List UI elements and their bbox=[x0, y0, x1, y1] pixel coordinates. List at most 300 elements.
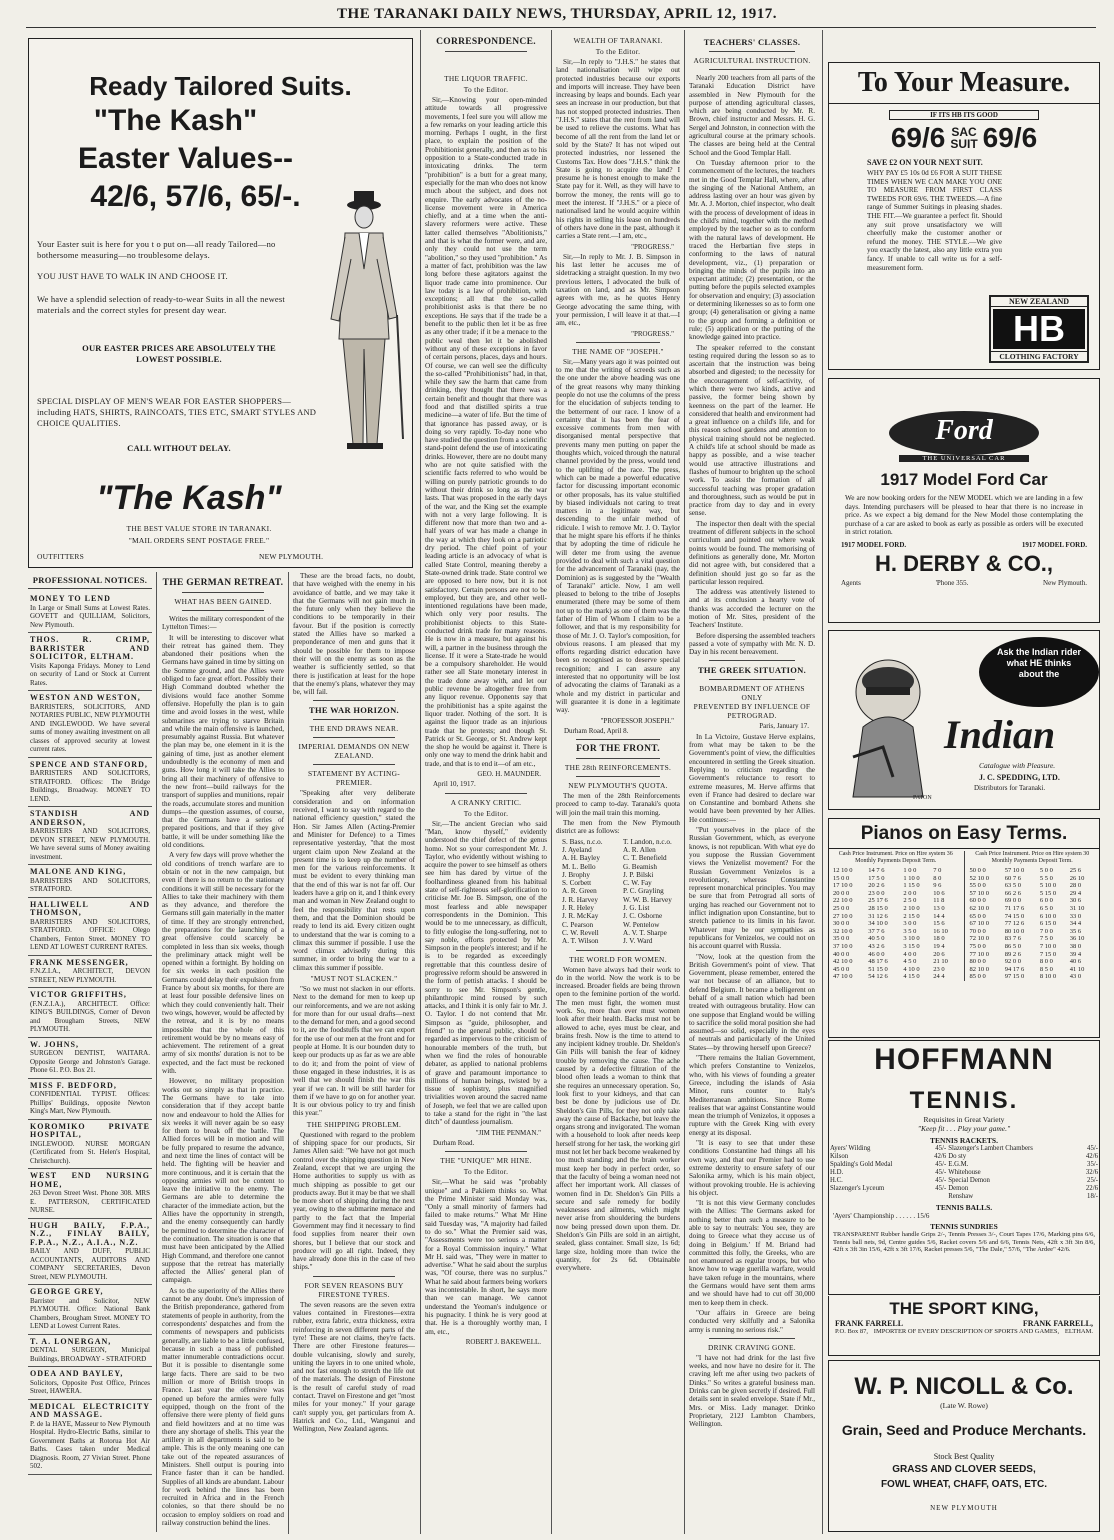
piano-row bbox=[832, 943, 960, 951]
rackets-heading: TENNIS RACKETS. bbox=[930, 1136, 998, 1145]
wealth-sig-2: "PROGRESS." bbox=[631, 329, 674, 338]
notice-name: KOROMIKO PRIVATE HOSPITAL, bbox=[30, 1121, 150, 1139]
greek-p5: "It is not this view Germany concludes with the Allies: 'The Germans asked for nothing better than such a measure to be able to say to neutrals: You see, they are doing to Greece what they accuse us of doing in Belgium.' If M. Briand had committed this folly, the Greeks, who are not enamoured as regular troops, but who know how to wage guerilla warfare, would have taken refuge in the mountains, where the Germans would have sent them arms and we should have had to cut off 30,000 men to keep them in check. bbox=[689, 1199, 815, 1307]
piano-cell: 43 0 bbox=[1069, 973, 1082, 981]
notice-name: HUGH BAILY, F.P.A., N.Z., FINLAY BAILY, F.P.A., N.Z., A.I.A., N.Z. bbox=[30, 1220, 150, 1247]
reinforcement-name: C. T. Benefield bbox=[623, 854, 667, 863]
racket-cell bbox=[926, 1193, 947, 1201]
joseph-letter: Sir,—Many years ago it was pointed out to me that the writing of screeds such as the one under the above heading was one of the great reasons why many thinking people do not use the columns of the press for the elucidation of subjects tending to the betterment of our race. I know of a certainty that it has been the fear of excessive comments from men with disorganised mental perspective that prevents many men putting on paper the thoughts which, voiced through the natural channel provided by the press, would tend to the uplifting of the race. The press, which can be made a powerful educative factor for discussing important economic or other proposals, has its value stultified by biased individuals not caring to treat matters in a legitimate way, but descending to the unfair method of ridicule. I wish to remove Mr. J. O. Taylor that he might spare his efforts if he thinks that by adopting the time of ridicule he will deter me from using the avenue provided to deal with such a vital question for the advancement of Taranaki (nay, the Dominion) as is suggested by the "Wealth of Taranaki" article. Now, I am well pleased to belong to the tribe of Josephs enumerated (there may be some of them not up to the mark) as one of them was the father of Him of Whom I claim to be a follower, and that is my responsibility for those of Mr. J. O. Taylor's composition, for obvious reasons. I am pleased that my efforts regarding district education have been so recognised as to deserve special recognition; and I can assure any interested that no opportunity will be lost of advocating the claims of Taranaki as a whole and my district in particular and will guarantee it is done in a legitimate way. bbox=[556, 357, 680, 715]
piano-cell: 4 10 0 bbox=[903, 965, 920, 973]
piano-cell: 37 10 0 bbox=[833, 942, 853, 950]
war-horizon-heading: THE WAR HORIZON. bbox=[309, 705, 399, 716]
critic-to: To the Editor. bbox=[463, 808, 509, 818]
unique-letter: Sir,—What he said was "probably unique" and a Pakiiem thinks so. What the Prime Minister said Monday was, "Only a small minority of farmers had failed to make returns." What Mr Hine said Tuesday was, "A majority had failed to do so." What the Premier said was, "Assessments were too serious a matter for a Royal Commission inquiry." What Mr H. said was, "They were in matter to advertise." What he said about the surplus was, "Of course, there was no surplus." What he said about farmers being workers was incontestable. In short, he says more than we can manage. We cannot understand the Yeoman's indulgence or his pugnacity. I think he is very good at that. He is a thoroughly worthy man, I am, etc., bbox=[425, 1178, 547, 1336]
hoffmann-brand: HOFFMANN bbox=[874, 1043, 1054, 1076]
reinforcement-name: T. Landon, n.c.o. bbox=[623, 837, 672, 846]
ford-logo: Ford bbox=[889, 411, 1039, 455]
reinforcement-name: P. C. Grayling bbox=[623, 887, 664, 896]
piano-row bbox=[832, 905, 960, 913]
sport-importer: IMPORTER OF EVERY DESCRIPTION OF SPORTS AND GAMES, bbox=[873, 1328, 1060, 1335]
piano-row bbox=[832, 867, 960, 875]
piano-cell: 89 2 6 bbox=[1004, 950, 1021, 958]
reinforcement-name: G. Beamish bbox=[623, 862, 657, 871]
piano-cell: 41 10 bbox=[1069, 965, 1085, 973]
professional-notice bbox=[28, 1335, 152, 1368]
piano-cell: 2 5 0 bbox=[903, 897, 917, 905]
piano-cell: 36 10 bbox=[1069, 935, 1085, 943]
kash-prices-note: OUR EASTER PRICES ARE ABSOLUTELY THE LOWEST POSSIBLE. bbox=[82, 343, 276, 364]
piano-cell: 40 0 0 bbox=[833, 950, 850, 958]
racket-cell: Slazenger's Lambert Chambers bbox=[948, 1145, 1033, 1152]
notice-body: Solicitors, Opposite Post Office, Princes Street, HAWERA. bbox=[30, 1378, 150, 1395]
piano-cell: 75 0 0 bbox=[969, 942, 986, 950]
reinforcement-name: J. P. Bilski bbox=[623, 870, 654, 879]
piano-advertisement bbox=[828, 818, 1100, 1038]
greek-sub1: BOMBARDMENT OF ATHENS ONLY bbox=[699, 684, 805, 703]
professional-notice bbox=[28, 988, 152, 1038]
teachers-column bbox=[689, 34, 815, 1534]
piano-cell: 14 7 6 bbox=[868, 867, 885, 874]
notice-body: BARRISTERS AND SOLICITORS, STRATFORD. bbox=[30, 876, 150, 893]
racket-row bbox=[829, 1185, 1099, 1193]
piano-cell: 38 0 bbox=[1069, 942, 1082, 950]
racket-cell: Renshaw bbox=[948, 1193, 974, 1200]
indian-bubble: Ask the Indian rider what HE thinks about the bbox=[979, 637, 1099, 707]
piano-cell: 34 4 bbox=[1069, 920, 1082, 928]
sundries-heading: TENNIS SUNDRIES bbox=[930, 1222, 998, 1231]
racket-row bbox=[829, 1153, 1099, 1161]
kash-special: SPECIAL DISPLAY OF MEN'S WEAR FOR EASTER SHOPPERS—including HATS, SHIRTS, RAINCOATS, TIES ETC, SMART STYLES AND CHOICE QUALITIES. bbox=[37, 396, 317, 428]
wealth-heading: WEALTH OF TARANAKI. bbox=[573, 36, 663, 45]
piano-cell: 8 0 0 bbox=[1039, 958, 1053, 966]
piano-cell: 23 0 0 bbox=[868, 889, 885, 897]
piano-row bbox=[832, 951, 960, 959]
piano-cell: 40 6 bbox=[1069, 958, 1082, 966]
notice-name: GEORGE GREY, bbox=[30, 1287, 104, 1296]
reinforcement-name: J. Ayeland bbox=[562, 845, 592, 854]
professional-notice bbox=[28, 592, 152, 633]
piano-cell: 6 10 0 bbox=[1039, 912, 1057, 920]
ford-town: New Plymouth. bbox=[1043, 578, 1087, 587]
piano-cell: 5 5 0 bbox=[1039, 874, 1053, 882]
professional-notice bbox=[28, 758, 152, 808]
piano-cell: 7 10 0 bbox=[1039, 942, 1057, 950]
professional-notice bbox=[28, 1367, 152, 1400]
piano-cell: 74 15 0 bbox=[1004, 912, 1025, 920]
notice-name: FRANK MESSENGER, bbox=[30, 957, 129, 967]
rackets-table bbox=[829, 1145, 1099, 1201]
professional-notice bbox=[28, 865, 152, 898]
war-horizon-column bbox=[293, 572, 415, 1534]
racket-cell: E.G.M. bbox=[948, 1161, 969, 1168]
joseph-heading: THE NAME OF "JOSEPH." bbox=[572, 346, 664, 356]
indian-district: Distributors for Taranaki. bbox=[974, 784, 1046, 792]
unique-signature: ROBERT J. BAKEWELL. bbox=[465, 1337, 541, 1346]
ford-agents: Agents bbox=[841, 578, 861, 587]
teachers-p1: Nearly 200 teachers from all parts of the Taranaki Education District have assembled in New Plymouth for the purpose of attending agricultural classes, which are being conducted by Mr. R. Brown, chief instructor and Messrs. H. G. Sergel and Johnston, in connection with the agricultural course at the primary schools. The classes are being held at the Central School and the Good Templar Hall. bbox=[689, 74, 815, 157]
piano-cell: 15 6 bbox=[933, 920, 945, 928]
professional-notices-column bbox=[28, 572, 152, 1532]
piano-row bbox=[969, 913, 1097, 921]
correspondence-column bbox=[425, 34, 547, 1534]
front-intro2: The men from the New Plymouth district are as follows: bbox=[556, 819, 680, 836]
piano-cell: 5 10 0 bbox=[1039, 882, 1057, 890]
tyres-text: The seven reasons are the seven extra values contained in Firestones—extra rubber, extra fabric, extra thickness, extra reinforcing in seven different parts of the tyre! These are not claims, they're facts. There are other Firestone features—double vulcanising, slowly and surely, uniting the layers in to one united whole, and not fast enough to stretch the life out of the materials. The design of Firestone is the result of careful study of road contact. Travel on Firestone and get "most miles for your money." If your garage can't supply you, get particulars from A. Hatrick and Co., Ltd., Wanganui and Wellington, New Zealand agents. bbox=[293, 1300, 415, 1434]
teachers-p3: The speaker referred to the constant testing required during the lesson so as to ascertain that the instruction was being absorbed and digested; to the necessity for the encouragement of self-activity, of which there were two kinds, active and passive, the former being shown by keenness on the part of the learner. He considered that health and environment had a great influence on a child's life, and for this reason school gardens and attention to physical training should not be neglected. A child's life at school should be made as happy as possible, and a wise teacher would use attractive illustrations and flashes of humour to brighten up the school work. To assist the formation of all successful teaching was proper gradation and thoroughness, such as would be put in practice from day to day and in every sense. bbox=[689, 343, 815, 518]
drink-heading: DRINK CRAVING GONE. bbox=[708, 1342, 796, 1352]
piano-cell: 4 5 0 bbox=[903, 958, 917, 966]
racket-cell: 45/- bbox=[1087, 1145, 1098, 1152]
kash-range: We have a splendid selection of ready-to-wear Suits in all the newest materials and the correct styles for present day wear. bbox=[37, 294, 285, 315]
nicoll-advertisement bbox=[828, 1360, 1100, 1532]
piano-cell: 17 10 0 bbox=[833, 882, 853, 890]
nicoll-stock2: GRASS AND CLOVER SEEDS, bbox=[892, 1464, 1036, 1475]
ford-phone: 'Phone 355. bbox=[935, 578, 969, 587]
greek-date: Paris, January 17. bbox=[759, 722, 809, 731]
reinforcement-name: M. L. Bello bbox=[562, 862, 596, 871]
notice-body: SURGEON DENTIST, WAITARA. Opposite George and Johnston's Garage. Phone 61. P.O. Box 21. bbox=[30, 1049, 150, 1074]
column-divider bbox=[822, 30, 823, 1534]
piano-cell: 28 0 bbox=[1069, 882, 1082, 890]
world-text: Women have always had their work to do in the world. Now the work is to be increased. Broader fields are being thrown open to the feminine portion of the world. The men must fight, the women must work. So, more than ever must women look after their health. Backs must not be allowed to ache, eyes must be clear, and brains fresh. Now is the time to attend to any incipient kidney trouble. Dr. Sheldon's Gin Pills will banish the fear of kidney trouble by removing the cause. The ache caused by a defective filtration of the blood often leads a woman to think that she requires an unnecessary operation. So, look first to your kidneys, and that can best be done by judicious use of Dr. Sheldon's Gin Pills, for they not only take away the cause of Backache, but leave the organs strong and invigorated. The woman with a household to look after needs keep herself strong for her task, the working girl must not let her back become weakened by too much standing; and the brain worker must keep her body in perfect order, so that the faculty of being a woman need not affect her important work. All classes of women find in Dr. Sheldon's Gin Pills a secure and safe remedy for bodily weaknesses and ailments, which might never arise from shouldering the burdens now being pressed down upon them. Dr. Sheldon's Gin Pills are sold in an airtight, sealed, glass container. Small size, 1s 6d; large size, holding more than twice the quantity, for 2s 6d. Obtainable everywhere. bbox=[556, 965, 680, 1273]
nicoll-name: W. P. NICOLL & Co. bbox=[854, 1373, 1074, 1400]
measure-suit: SUIT bbox=[950, 137, 978, 151]
ford-dealer: H. DERBY & CO., bbox=[874, 550, 1054, 576]
piano-cell: 42 10 0 bbox=[833, 958, 853, 966]
professional-notice bbox=[28, 1219, 152, 1286]
piano-cell: 35 6 bbox=[1069, 927, 1082, 935]
piano-cell: 71 17 6 bbox=[1004, 904, 1025, 912]
war-horizon-sub2: IMPERIAL DEMANDS ON NEW ZEALAND. bbox=[298, 742, 410, 761]
piano-cell: 66 2 6 bbox=[1004, 889, 1021, 897]
professional-heading: PROFESSIONAL NOTICES. bbox=[28, 575, 152, 589]
racket-cell: 18/- bbox=[1087, 1193, 1098, 1200]
notice-body: BARRISTERS AND SOLICITORS, STRATFORD. Offices: The Bridge Buildings, Broadway. MONEY TO LEND. bbox=[30, 769, 150, 803]
kash-prices: 42/6, 57/6, 65/-. bbox=[90, 180, 301, 213]
greek-p6: "Our affairs in Greece are being conducted very skilfully and a Salonika army is running no serious risk." bbox=[689, 1308, 815, 1334]
drink-text: "I have not had drink for the last five weeks, and now have no desire for it. The craving left me after using two packets of Dinks." So writes a grateful business man. Drinks can be given secretly if desired. Full details sent in sealed envelope. State if Mr., Mrs. or Miss. Lady manager. Drinko Proprietary, 212J Lambton Chambers, Wellington. bbox=[689, 1353, 815, 1429]
piano-cell: 19 4 bbox=[933, 942, 945, 950]
notice-name: HALLIWELL AND THOMSON, bbox=[30, 899, 150, 917]
racket-cell: 45/- bbox=[935, 1169, 947, 1176]
piano-row bbox=[969, 935, 1097, 943]
kash-town: NEW PLYMOUTH. bbox=[259, 552, 324, 561]
notice-body: CONFIDENTIAL TYPIST. Offices: Phillips' Buildings, opposite Newton King's Mart, New Plymouth. bbox=[30, 1090, 150, 1115]
piano-cell: 48 17 6 bbox=[868, 958, 888, 966]
liquor-date: April 10, 1917. bbox=[433, 780, 476, 789]
column-divider bbox=[684, 30, 685, 1534]
piano-cell: 7 0 0 bbox=[1039, 927, 1053, 935]
indian-catalogue: Catalogue with Pleasure. bbox=[979, 761, 1056, 770]
racket-cell: 32/6 bbox=[1085, 1169, 1098, 1176]
piano-row bbox=[832, 882, 960, 890]
penman-place: Durham Road. bbox=[433, 1138, 475, 1147]
nicoll-stock3: FOWL WHEAT, CHAFF, OATS, ETC. bbox=[880, 1479, 1048, 1490]
balls-text: 'Ayers' Championship . . . . . . 15/6 bbox=[833, 1212, 930, 1220]
professional-list bbox=[28, 592, 152, 1475]
piano-cell: 55 0 0 bbox=[969, 882, 986, 890]
piano-cell: 94 17 6 bbox=[1004, 965, 1025, 973]
notice-name: MONEY TO LEND bbox=[30, 594, 111, 603]
piano-row bbox=[969, 928, 1097, 936]
piano-cell: 29 4 bbox=[1069, 889, 1082, 897]
piano-cell: 24 4 bbox=[933, 973, 945, 981]
ford-advertisement bbox=[828, 378, 1100, 623]
sport-king-name: THE SPORT KING, bbox=[889, 1299, 1039, 1318]
notice-body: 263 Devon Street West. Phone 308. MRS E. PATTERSON, CERTIFICATED NURSE. bbox=[30, 1189, 150, 1214]
measure-price-left: 69/6 bbox=[890, 122, 946, 153]
sport-town: ELTHAM. bbox=[1064, 1328, 1093, 1335]
sport-box: P.O. Box 87, bbox=[835, 1328, 869, 1335]
tennis-slogan: "Keep fit . . . Play your game." bbox=[917, 1124, 1011, 1133]
sundries-text: TRANSPARENT Rubber handle Grips 2/-, Tennis Presses 3/-, Court Tapes 17/6, Marking pins 6/6, Tennis ball nets, 9d, Centre guides 5/6, Racket covers 5/6 and 6/6, Tennis Nets, 42ft x 3ft 3in 8/6, 42ft x 3ft 3in 15/6, 42ft x 3ft 17/6, Racket presses 5/6, "The Dale," 57/6, "The Ardee" 42/6. bbox=[833, 1231, 1095, 1254]
racket-cell: 42/6 bbox=[934, 1153, 947, 1160]
piano-cell: 77 12 6 bbox=[1004, 920, 1025, 928]
wealth-sig-1: "PROGRESS." bbox=[631, 242, 674, 251]
racket-cell: 45/- bbox=[935, 1185, 947, 1192]
piano-cell: 57 10 0 bbox=[969, 889, 989, 897]
piano-cell: 5 0 0 bbox=[1039, 867, 1053, 874]
racket-row bbox=[829, 1193, 1099, 1201]
professional-notice bbox=[28, 691, 152, 758]
wealth-column bbox=[556, 34, 680, 1534]
piano-cell: 9 6 bbox=[933, 882, 942, 890]
piano-cell: 2 15 0 bbox=[903, 912, 920, 920]
piano-cell: 4 15 0 bbox=[903, 973, 920, 981]
racket-cell: 35/- bbox=[1087, 1161, 1098, 1168]
indian-dealer: J. C. SPEDDING, LTD. bbox=[979, 773, 1060, 782]
piano-cell: 8 10 0 bbox=[1039, 973, 1057, 981]
piano-row bbox=[832, 920, 960, 928]
piano-cell: 47 10 0 bbox=[833, 973, 853, 981]
notice-name: WEST END NURSING HOME, bbox=[30, 1171, 150, 1189]
critic-letter: Sir,—The ancient Grecian who said "Man, know thyself," evidently understood the chief defect of the genus homo. Not so your correspondent Mr. J. Taylor, who evidently without wishing to acquire the power to see himself as others see him has dared by virtue of the foolhardiness gleaned from his habitual state of self-righteous self-glorification to criticise Mr. Joe B. Simpson, one of the most fearless and able newspaper correspondents in the Dominion. This would be to me unnecessary, as difficult, to fitly eulogise the long-suffering, not to say noble, efforts protected by Mr. Simpson in the people's interest; and if he is to be regarded as exceedingly regrettable that this countless desire of progressive reform should be answered in the form of pettish attacks. I should be sorry to see Mr. Simpson's gentle, philanthropic mind roused by such attacks, and I think it is only fair to Mr. J. O. Taylor. I do not contend that Mr. Simpson as "guide, philosopher, and friend" to the general public, should be regarded as impervious to the criticism of honourable members of the truth, but when we find the roles of honourable debater, as applied to national problems of grave and paramount importance to millions of human beings, twisted by a tissue of sophistry, plus magnified trivialities woven around the sacred name of Joseph, we feel that we are called upon to take a stand for the right in "the last ditch" of dauntless journalism. bbox=[425, 819, 547, 1127]
piano-cell: 20 2 6 bbox=[868, 882, 885, 890]
reinforcement-name: W. W. B. Harvey bbox=[623, 895, 672, 904]
indian-logo: Indian bbox=[944, 712, 1056, 757]
piano-cell: 21 10 bbox=[933, 958, 948, 966]
piano-cell: 33 0 bbox=[1069, 912, 1082, 920]
liquor-to: To the Editor. bbox=[463, 85, 509, 94]
reinforcement-name: J. R. Harvey bbox=[562, 895, 598, 904]
notice-name: SPENCE AND STANFORD, bbox=[30, 759, 148, 769]
piano-cell: 97 15 0 bbox=[1004, 973, 1025, 981]
professional-notice bbox=[28, 1285, 152, 1335]
piano-cell: 7 0 bbox=[933, 867, 942, 874]
teachers-p4: The inspector then dealt with the special treatment of different subjects in the school curriculum and pointed out where weak points would be found. The memorising of definitions as generally done, Mr. Morton did not agree with, but considered that a definition should just go so far as the particular lesson required. bbox=[689, 519, 815, 586]
piano-cell: 6 15 0 bbox=[1039, 920, 1057, 928]
piano-cell: 15 0 0 bbox=[833, 874, 850, 882]
notice-name: THOS. R. CRIMP, BARRISTER AND SOLICITOR, ELTHAM. bbox=[30, 635, 150, 661]
piano-row bbox=[969, 958, 1097, 966]
tennis-advertisement bbox=[828, 1040, 1100, 1295]
piano-cell: 20 6 bbox=[933, 950, 945, 958]
notice-name: MEDICAL ELECTRICITY AND MASSAGE. bbox=[30, 1401, 150, 1419]
racket-cell bbox=[829, 1193, 926, 1201]
reinforcement-name: A. R. Green bbox=[562, 887, 597, 896]
measure-price-right: 69/6 bbox=[982, 122, 1038, 153]
german-retreat-sub: WHAT HAS BEEN GAINED. bbox=[174, 597, 272, 606]
reinforcement-name: A. V. T. Sharpe bbox=[623, 928, 667, 937]
ford-body: We are now booking orders for the NEW MODEL which we are landing in a few days. Intending purchasers will be pleased to hear that there is no increase in price. As we expect a big demand for the New Model those contemplating the purchase of a car are asked to book as early as possible as orders will be executed in strict rotation. bbox=[845, 494, 1083, 537]
piano-table-right bbox=[969, 867, 1097, 981]
critic-heading: A CRANKY CRITIC. bbox=[450, 797, 522, 807]
war-horizon-para-0: "Speaking after very deliberate consideration and on information received, I want to say with regard to the national efficiency question," stated the Hon. Sir James Allen (Acting-Premier and Minister for Defence) to a Times representative yesterday, "that the most urgent claim upon New Zealand at the present time is to keep up the number of men for the various reinforcements. It must be evident to every thinking man that the end of this war is not far off. Our leaders have a grip on it, and I think every man and woman in New Zealand ought to feel the responsibility that rests upon them, and that the Dominion should be ready to lend its aid. Every citizen ought to understand that the war is coming to a climax this summer if possible. I use the word climax advisedly during this summer, in order to bring the war to a climax this summer if possible. bbox=[293, 789, 415, 972]
piano-cell: 63 5 0 bbox=[1004, 882, 1021, 890]
notice-body: BARRISTERS, SOLICITORS, AND NOTARIES PUBLIC, NEW PLYMOUTH AND INGLEWOOD. We have several sums of money awaiting investment on all classes of approved security at lowest current rates. bbox=[30, 702, 150, 753]
ford-tagline: THE UNIVERSAL CAR bbox=[899, 455, 1029, 462]
piano-cell: 18 0 bbox=[933, 935, 945, 943]
kash-store: THE BEST VALUE STORE IN TARANAKI. bbox=[126, 524, 272, 533]
shipping-text: Questioned with regard to the problem of shipping space for our products, Sir James Allen said: "We have not got much control over the shipping question in New Zealand, except that we are urging the Home authorities to supply us with as much shipping as possible to get our products away. But it may be that we shall be more short of shipping during the next year, owing to the submarine menace and partly to the fact that the Imperial Government may find it necessary to find food supplies from nearer their own shores, but I believe that our stock and produce will go all right. Indeed, they have already done this in the case of two ships." bbox=[293, 1130, 415, 1272]
front-sub1: THE 28th REINFORCEMENTS. bbox=[564, 763, 672, 773]
measure-save: SAVE £2 ON YOUR NEXT SUIT. bbox=[867, 158, 983, 167]
reinforcement-name: C. W. Revell bbox=[562, 928, 599, 937]
ford-model-right: 1917 MODEL FORD. bbox=[1021, 540, 1087, 549]
piano-table-left bbox=[832, 867, 960, 981]
farrell-left: FRANK FARRELL bbox=[835, 1319, 904, 1328]
piano-headline: Pianos on Easy Terms. bbox=[829, 823, 1099, 849]
war-horizon-sub3: STATEMENT BY ACTING-PREMIER. bbox=[307, 769, 401, 788]
nicoll-tagline: Grain, Seed and Produce Merchants. bbox=[841, 1422, 1087, 1438]
reinforcement-name: J. V. Ward bbox=[623, 937, 653, 946]
piano-cell: 1 15 0 bbox=[903, 882, 920, 890]
teachers-sub: AGRICULTURAL INSTRUCTION. bbox=[693, 56, 811, 65]
greek-p0: In La Victoire, Gustave Herve explains, from what may be taken to be the Government's point of view, the difficulties encountered in settling the Greek situation. Replying to criticism regarding the Government's reluctance to resort to extreme measures, M. Herve affirms that even if France had desired to declare war on Constantine and bombard Athens she would have been prevented by her Allies. He continues:— bbox=[689, 732, 815, 824]
racket-row bbox=[829, 1161, 1099, 1169]
hb-factory: CLOTHING FACTORY bbox=[991, 351, 1087, 361]
penman-signature: "JIM THE PENMAN." bbox=[475, 1128, 541, 1137]
professional-notice bbox=[28, 1169, 152, 1219]
notice-name: VICTOR GRIFFITHS, bbox=[30, 990, 127, 999]
piano-cell: 25 0 0 bbox=[833, 904, 850, 912]
notice-body: In Large or Small Sums at Lowest Rates. GOVETT and QUILLIAM, Solicitors, New Plymouth. bbox=[30, 603, 150, 629]
piano-cell: 60 0 0 bbox=[969, 897, 986, 905]
measure-advertisement bbox=[828, 62, 1100, 370]
kash-brand: "The Kash" bbox=[93, 104, 258, 137]
piano-cell: 2 10 0 bbox=[903, 904, 920, 912]
notice-body: DENTAL SURGEON, Municipal Buildings, BROADWAY - STRATFORD bbox=[30, 1346, 150, 1363]
piano-row bbox=[832, 875, 960, 883]
racket-cell: 45/- bbox=[935, 1161, 947, 1168]
piano-row bbox=[832, 913, 960, 921]
piano-row bbox=[832, 973, 960, 981]
piano-cell: 3 0 0 bbox=[903, 920, 917, 928]
piano-cell: 65 0 0 bbox=[969, 912, 986, 920]
piano-cell: 27 10 0 bbox=[833, 912, 853, 920]
piano-row bbox=[832, 897, 960, 905]
greek-sub3: PETROGRAD. bbox=[727, 711, 777, 721]
ford-model-left: 1917 MODEL FORD. bbox=[841, 540, 907, 549]
piano-cell: 80 0 0 bbox=[969, 958, 986, 966]
piano-cell: 92 0 0 bbox=[1004, 958, 1021, 966]
notice-body: P. de la HAYE, Masseur to New Plymouth Hospital. Hydro-Electric Baths, similar to Government Baths at Rotorua Hot Air Baths. Cases taken under Medical Diagnosis. Room, 27 Vivian Street. Phone 502. bbox=[30, 1419, 150, 1470]
piano-cell: 60 7 6 bbox=[1004, 874, 1021, 882]
notice-name: W. JOHNS, bbox=[30, 1039, 79, 1049]
liquor-letter: Sir,—Knowing your open-minded attitude towards all progressive movements, I feel sure you will allow me a few remarks on your leading article this morning. Perhaps I ought, in the first place, to explain the position of the Prohibitionist generally, and then as to his opposition to a State-conducted trade in intoxicating drinks. The term "prohibition" is a butt for a great many, especially for the man who does not know much about the subject, and does not enquire. The early advocates of the no-license movement were in America chiefly, and at a time when the anti-slavery reformers were active. These latter called themselves "Abolitionists," and that is what the former were, and are, only they could not use the term "abolition," so they used "prohibition." As a matter of fact, prohibition was the law long before these agitators against the liquor trade came into prominence. Our law today is a law of prohibition, with exceptions; all that the so-called prohibitionist asks is that there be no exceptions. He says that if the trade be a benefit to the public then let it be as free as any other trade; if it be a menace to the public weal then let it be abolished without any of these exceptions in favor of certain persons, places, days and hours. Of course, we can well see the difficulty the so-called "Prohibitionists" had, in that, while they saw the harm that came from drinking, they thought that there was a certain benefit and thought that there was food and that distilled spirits a true medicine—a water of life. But the time of that ignorance has passed away, or is doing so very rapidly. To-day none who have studied the question from a scientific stand-point defend the use of intoxicating drinks. However, there are no doubt many who are not quite satisfied with the scientific facts referred to who would be willing on purely patriotic grounds to do without their drink so long as the war lasts. That was proposed in the early days of the war, and the King set the example with not a very large following. It is different now that more than two and a-half years of war has made a change in the way at which they look on a patriotic dry period. The chief point of your leading article is an advocacy of what is called State Control, meaning thereby a State-owned drink trade. State control we are opposed to here now, but it is not satisfactory. Certain persons are not to be employed, but they are, and other well-intentioned regulations have been made, which only very poor results. The prohibitionist objects to this State-conducted drink trade for many reasons. He is now in a measure, but against his will, a partner in the business through the license. If it were a State-trade he would be a compulsory shareholder. He would rather see all State monetary interest in the trade done away with, and let our public revenue be altogether free from any liquor revenue. Opponents say that the prohibitionist has a spite against the liquor trader. Nothing of the sort. It is against the liquor trade as an injurious trade that he protests; and though St. Patrick or St. George, or St. Andrew kept the shop he would be against it. There is only one way to mend the drink habit and trade, and that is to end it—of am etc., bbox=[425, 96, 547, 768]
piano-cell: 12 10 0 bbox=[833, 867, 853, 874]
ford-headline: 1917 Model Ford Car bbox=[880, 470, 1048, 489]
notice-name: WESTON AND WESTON, bbox=[30, 693, 141, 702]
piano-row bbox=[969, 867, 1097, 875]
german-retreat-para-1: It will be interesting to discover what their retreat has gained them. They abandoned their positions when the Germans have gained in time by sitting on the Somme ground, and the Allies were obliged to face great effort. Possibly their High Command doubted whether the divisions would face another Somme offensive. Hopefully the plan is to gain time and avoid losses in the west, while submarines are trying to starve Britain and while the main offensive is launched, presumably against Russia. But whatever the plan may be, one element in it is the gaining of time, just as another element undoubtedly is the economy of men and guns. How long it will take the Allies to bring all their machinery of offensive to the new front—build railways for the transport of supplies and munitions, repair the roads, accumulate stores and munition dumps—the question assumes, of course, that the Germans have a series of prepared positions, and that if they give battle, it will be under something like the old conditions. bbox=[162, 633, 284, 850]
piano-cell: 39 4 bbox=[1069, 950, 1082, 958]
reinforcement-name: C. Pearson bbox=[562, 920, 594, 929]
measure-badge: IF ITS HB ITS GOOD bbox=[889, 110, 1039, 120]
kash-call: CALL WITHOUT DELAY. bbox=[127, 443, 231, 453]
piano-cell: 57 10 0 bbox=[1004, 867, 1025, 874]
tyres-heading: FOR SEVEN REASONS BUY FIRESTONE TYRES. bbox=[304, 1280, 404, 1299]
kash-walk-in: YOU JUST HAVE TO WALK IN AND CHOOSE IT. bbox=[37, 271, 228, 281]
piano-cell: 11 8 bbox=[933, 897, 945, 905]
kash-intro: Your Easter suit is here for you t o put on—all ready Tailored—no bothersome measuring—no troublesome delays. bbox=[37, 239, 276, 260]
piano-cell: 69 0 0 bbox=[1004, 897, 1021, 905]
professor-place: Durham Road, April 8. bbox=[564, 726, 629, 735]
piano-cell: 46 0 0 bbox=[868, 950, 885, 958]
piano-cell: 22 10 0 bbox=[833, 897, 853, 905]
farrell-right: FRANK FARRELL, bbox=[1022, 1319, 1093, 1328]
column-divider bbox=[288, 572, 289, 1534]
measure-body: WHY PAY £5 10s 0d £6 FOR A SUIT THESE TIMES WHEN WE CAN MAKE YOU ONE TO MEASURE FROM FIRST CLASS TWEEDS FOR 69/6. THE TWEEDS.—A fine range of Summer Suitings in pleasing shades. THE FIT.—We guarantee a perfect fit. Should any suit prove unsatisfactory we will cheerfully make the customer another or refund the money. THE STYLE.—We give you exactly the latest, also any little extra you fancy. If unable to call write us for a self-measurement form. bbox=[867, 169, 1002, 272]
greek-p2: "Now, look at the question from the British Government's point of view. That Government, please remember, entered the war not because of an alliance, but to defend Belgium. It became a belligerent on behalf of a small nation which had been treated with outrageous brutality. How can one suppose that England would be willing to sacrifice the solid moral position she had assumed—so solid, especially in the eyes of neutrals and particularly of the United States—by throwing herself upon Greece? bbox=[689, 952, 815, 1052]
racket-cell: Ayers' Wilding bbox=[830, 1145, 871, 1152]
piano-cell: 25 17 6 bbox=[868, 897, 888, 905]
kash-signature: "The Kash" bbox=[96, 479, 282, 517]
piano-cell: 16 10 bbox=[933, 927, 948, 935]
piano-row bbox=[969, 943, 1097, 951]
notice-body: BAILY AND DUFF, PUBLIC ACCOUNTANTS, AUDITORS AND COMPANY SECRETARIES, Devon Street, NEW PLYMOUTH. bbox=[30, 1247, 150, 1281]
german-retreat-para-2: A very few days will prove whether the old conditions of trench warfare are to obtain or not in the new campaign, but even if there is no return to the stationary conditions it will still be necessary for the Allies to take their machinery with them as they advance, and therefore the Germans still gain materially in the matter of time. If they are strongly entrenched, the preparations for the launching of a great offensive could scarcely be completed in less than six weeks, though the preliminary attack might well be opened within a fortnight. By holding on for six weeks in each position the Germans could delay their expulsion from France by about six months, for there are at least four possible defensive lines on which they could conveniently halt. Their two wings, however, would be affected by the retreat, and it is by no means impossible that the whole of this retirement would be by no means easy of achievement. The retirement of a great army of six months' duration is not to be expected, and the fact must be reckoned with. bbox=[162, 851, 284, 1076]
notice-body: INGLEWOOD. NURSE MORGAN (Certificated from St. Helen's Hospital, Christchurch). bbox=[30, 1139, 150, 1165]
piano-cell: 34 10 0 bbox=[868, 920, 888, 928]
racket-cell: Kilson bbox=[830, 1153, 849, 1160]
column-divider bbox=[551, 30, 552, 1534]
piano-cell: 85 0 0 bbox=[969, 973, 986, 981]
piano-cell: 1 0 0 bbox=[903, 867, 917, 874]
racket-cell: 45/- bbox=[935, 1177, 947, 1184]
piano-cell: 67 10 0 bbox=[969, 920, 989, 928]
war-horizon-para-1: "So we must not slacken in our efforts. Next to the demand for men to keep up our reinforcements, and we are not asking for more than for our usual drafts—next to the demand for men, and a good second to it, are the foodstuffs that we can export for the use of our men at the front and for people at Home. It is our bounden duty to keep our products up as far as we are able to do it; and from the point of view of those engaged in these industries, it is as well that we should finish the war this year if we can. It will be still harder for them if we have to go on for another year. It is our obvious policy to try and finish this year." bbox=[293, 984, 415, 1118]
kash-easter: Easter Values-- bbox=[77, 142, 294, 175]
greek-heading: THE GREEK SITUATION. bbox=[697, 665, 807, 676]
teachers-p2: On Tuesday afternoon prior to the commencement of the lectures, the teachers met in the Good Templar Hall, where, after the singing of the National Anthem, an address lasting over an hour was given by Mr. A. J. Morton, chief inspector, who dealt with the process of development of ideas in the child's mind, together with the method employed by the teacher so as to conform with the natural laws of development. He traced the Herbartian five steps in conforming to the laws of natural development, viz., (1) preparation or bringing the minds of the pupils into an expectant attitude; (2) presentation, or the putting before the pupils selected examples for observation and enquiry; (3) association or determining likenesses so as to form one group; (4) generalisation or giving a name to the group and forming a definition or rule; (5) application or the putting of the knowledge gained into practice. bbox=[689, 158, 815, 342]
liquor-signature: GEO. H. MAUNDER. bbox=[477, 770, 541, 779]
front-intro: The men of the 28th Reinforcements proceed to camp to-day. Taranaki's quota will join the mail train this morning. bbox=[556, 792, 680, 817]
nicoll-sub: (Late W. Rowe) bbox=[940, 1401, 988, 1410]
piano-cell: 54 12 6 bbox=[868, 973, 888, 981]
professional-notice bbox=[28, 633, 152, 691]
nicoll-stock1: Stock Best Quality bbox=[933, 1452, 995, 1461]
german-retreat-para-4: As to the superiority of the Allies there cannot be any doubt. One's impression of the British preponderance, gathered from statements of people in authority, from the correspondents' despatches and from the comments of newspapers and publicists generally, are liable to be a little confused, because in such a mass of published matter innumerable contradictions occur. But it is possible to disentangle some large facts. There are said to be two million or more of British troops in France. Last year the offensive was opened up before the armies were fully equipped, though on the front of the offensive there were plenty of field guns and field howitzers and at no time was there any shortage of shells. This year the artillery in all departments is said to be ample. This is the only meaning one can take out of the repeated assurances of Ministers. Shell output is pouring into France faster than it can be handled. Supplies of all kinds are abundant. Labour for work behind the lines has been recruited in Africa and in the French colonies, so that there should be no occasion to employ soldiers on road and railway construction behind the lines. bbox=[162, 1286, 284, 1528]
piano-cell: 5 15 0 bbox=[1039, 889, 1057, 897]
piano-cell: 6 0 0 bbox=[1039, 897, 1053, 905]
masthead-rule bbox=[26, 27, 1096, 28]
nicoll-footer: NEW PLYMOUTH bbox=[930, 1504, 998, 1512]
notice-body: Visits Kaponga Fridays. Money to Lend on security of Land or Stock at Current Rates. bbox=[30, 661, 150, 687]
piano-cell: 45 0 0 bbox=[833, 965, 850, 973]
notice-body: BARRISTERS AND SOLICITORS, DEVON STREET, NEW PLYMOUTH. We have several sums of Money awaiting investment. bbox=[30, 827, 150, 861]
piano-cell: 3 5 0 bbox=[903, 927, 917, 935]
kash-advertisement bbox=[28, 38, 413, 568]
notice-body: BARRISTERS AND SOLICITORS, STRATFORD. OFFICE: Olego Chambers, Fenton Street. MONEY TO LEND AT LOWEST CURRENT RATES. bbox=[30, 917, 150, 951]
piano-cell: 8 0 bbox=[933, 874, 942, 882]
professional-notice bbox=[28, 1079, 152, 1120]
tennis-sub: Requisites in Great Variety bbox=[923, 1115, 1005, 1124]
piano-cell: 83 7 6 bbox=[1004, 935, 1021, 943]
hb-mark: HB bbox=[993, 309, 1085, 349]
reinforcement-name: J. R. Heley bbox=[562, 904, 594, 913]
front-heading: FOR THE FRONT. bbox=[576, 744, 660, 755]
